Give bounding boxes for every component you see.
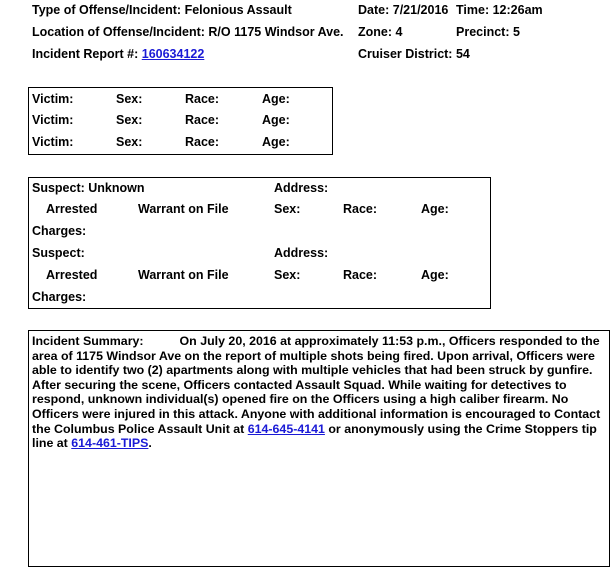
offense-location	[32, 25, 344, 39]
suspect-2-label: Suspect:	[32, 246, 85, 260]
offense-value: Felonious Assault	[184, 3, 292, 17]
suspect-1-arrested: Arrested	[46, 202, 98, 216]
date-label: Date:	[358, 3, 390, 17]
suspect-1-warrant: Warrant on File	[138, 202, 229, 216]
suspects-box	[28, 177, 491, 309]
suspect-1-sex: Sex:	[274, 202, 301, 216]
victim-3-age: Age:	[262, 135, 290, 149]
victim-3-race: Race:	[185, 135, 220, 149]
summary-text-end: .	[148, 436, 152, 451]
victim-1-sex: Sex:	[116, 92, 143, 106]
location-label: Location of Offense/Incident:	[32, 25, 205, 39]
precinct-value: 5	[512, 25, 520, 39]
date-value: 7/21/2016	[392, 3, 449, 17]
victim-3-sex: Sex:	[116, 135, 143, 149]
incident-date	[358, 3, 448, 17]
location-value: R/O 1175 Windsor Ave.	[208, 25, 344, 39]
victim-2-race: Race:	[185, 113, 220, 127]
offense-label: Type of Offense/Incident:	[32, 3, 182, 17]
cruiser-district	[358, 47, 470, 61]
district-label: Cruiser District:	[358, 47, 453, 61]
suspect-1-label: Suspect: Unknown	[32, 181, 145, 195]
victim-2-sex: Sex:	[116, 113, 143, 127]
incident-zone	[358, 25, 402, 39]
district-value: 54	[455, 47, 470, 61]
incident-summary	[32, 334, 608, 451]
suspect-2-warrant: Warrant on File	[138, 268, 229, 282]
precinct-label: Precinct:	[456, 25, 510, 39]
report-number-link[interactable]: 160634122	[141, 47, 205, 61]
victim-1-label: Victim:	[32, 92, 74, 106]
suspect-1-race: Race:	[343, 202, 378, 216]
assault-unit-phone-link[interactable]: 614-645-4141	[247, 421, 325, 436]
crime-stoppers-phone-link[interactable]: 614-461-TIPS	[71, 436, 149, 451]
zone-label: Zone:	[358, 25, 393, 39]
suspect-1-age: Age:	[421, 202, 449, 216]
victim-2-label: Victim:	[32, 113, 74, 127]
suspect-1-charges: Charges:	[32, 224, 87, 238]
incident-precinct	[456, 25, 520, 39]
victim-2-age: Age:	[262, 113, 290, 127]
suspect-1-address: Address:	[274, 181, 329, 195]
suspect-2-age: Age:	[421, 268, 449, 282]
summary-text: On July 20, 2016 at approximately 11:53 p.m., Officers responded to the area of 1175 Windsor Ave on the report of multiple shots being fired. Upon arrival, Officers were able to identify two (2) apartments along with multiple vehicles that had been struck by gunfire. After securing the scene, Officers contacted Assault Squad. While waiting for detectives to respond, unknown individual(s) opened fire on the Officers using a high caliber firearm. No Officers were injured in this attack. Anyone with additional information is encouraged to Contact the Columbus Police Assault Unit at	[32, 334, 601, 436]
zone-value: 4	[395, 25, 403, 39]
victim-3-label: Victim:	[32, 135, 74, 149]
time-value: 12:26am	[492, 3, 543, 17]
incident-report	[32, 47, 204, 61]
offense-type	[32, 3, 292, 17]
victim-1-age: Age:	[262, 92, 290, 106]
incident-time	[456, 3, 543, 17]
suspect-2-sex: Sex:	[274, 268, 301, 282]
suspect-2-arrested: Arrested	[46, 268, 98, 282]
time-label: Time:	[456, 3, 490, 17]
suspect-2-race: Race:	[343, 268, 378, 282]
report-label: Incident Report #:	[32, 47, 139, 61]
summary-label: Incident Summary:	[32, 334, 144, 348]
suspect-2-address: Address:	[274, 246, 329, 260]
summary-text-2: or anonymously using the Crime Stoppers tip line at	[32, 421, 597, 451]
suspect-2-charges: Charges:	[32, 290, 87, 304]
victim-1-race: Race:	[185, 92, 220, 106]
